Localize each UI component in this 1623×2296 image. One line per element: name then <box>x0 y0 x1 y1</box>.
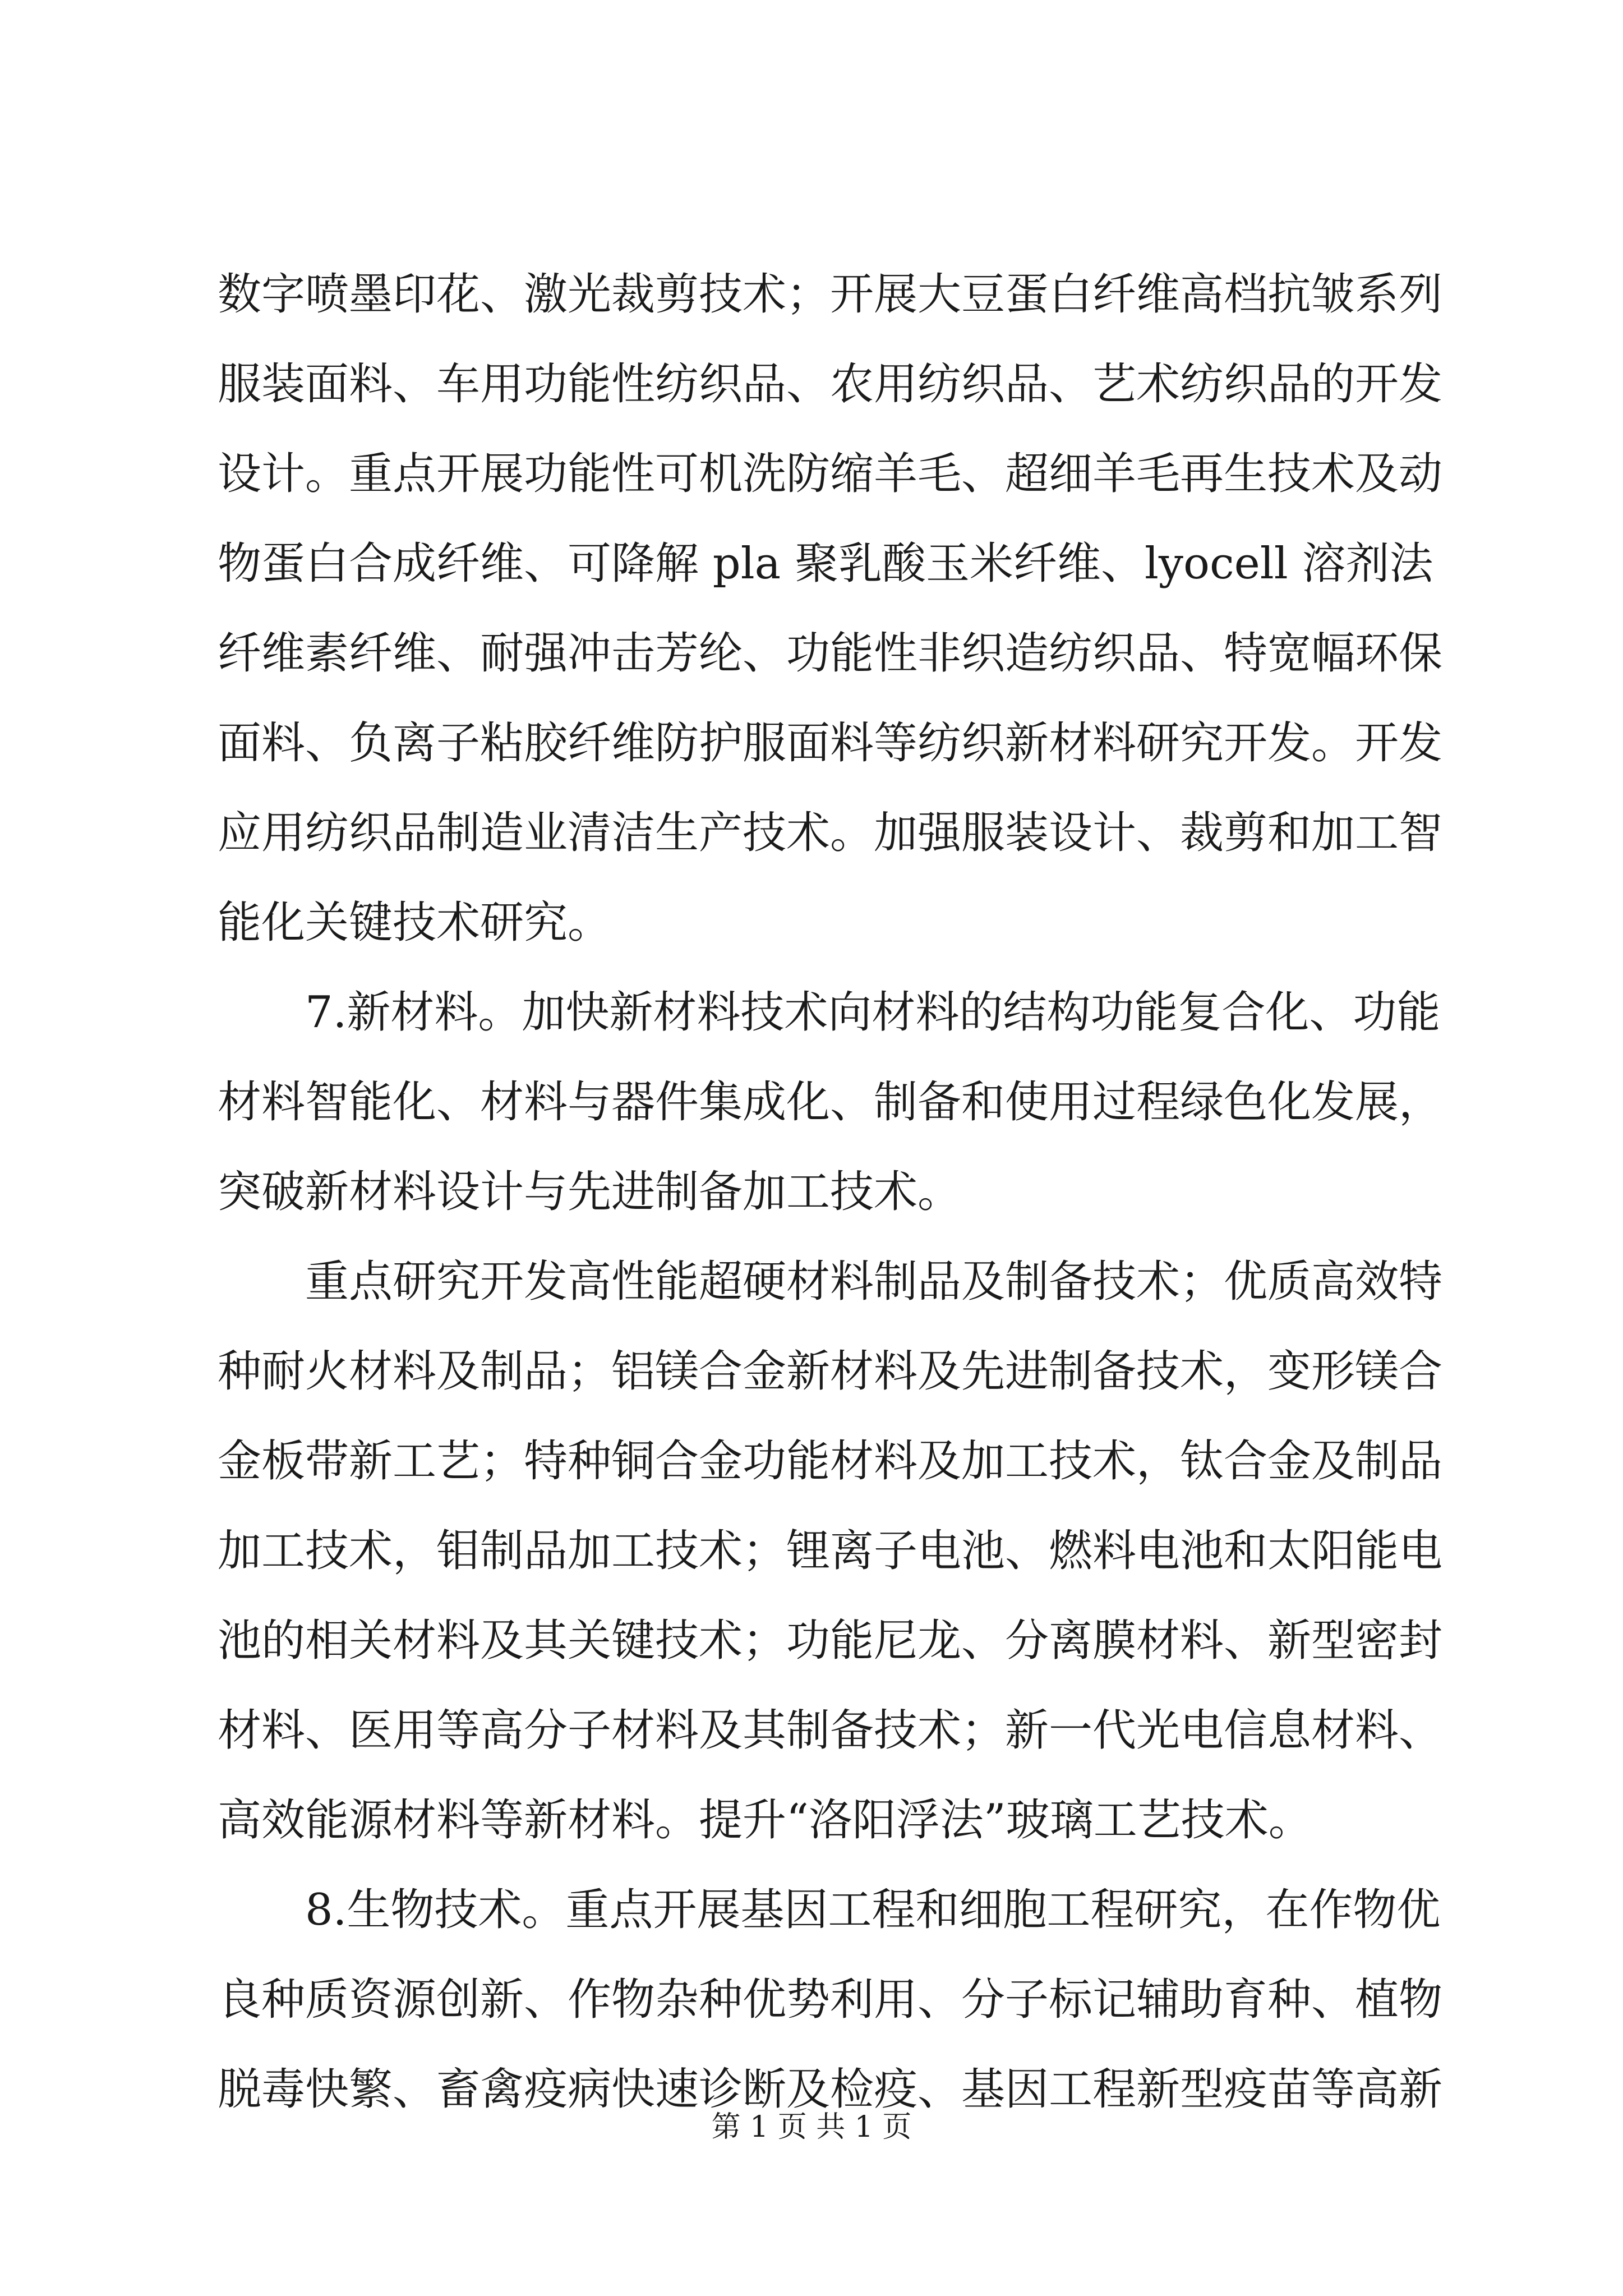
text-line: 脱毒快繁、畜禽疫病快速诊断及检疫、基因工程新型疫苗等高新 <box>218 2064 1443 2115</box>
text-line: 材料、医用等高分子材料及其制备技术；新一代光电信息材料、 <box>218 1705 1443 1756</box>
text-line: 能化关键技术研究。 <box>218 898 612 948</box>
text-line: 面料、负离子粘胶纤维防护服面料等纺织新材料研究开发。开发 <box>218 718 1443 769</box>
text-line: 物蛋白合成纤维、可降解 pla 聚乳酸玉米纤维、lyocell 溶剂法 <box>218 539 1433 589</box>
text-line: 应用纺织品制造业清洁生产技术。加强服装设计、裁剪和加工智 <box>218 808 1443 858</box>
paragraph-start-line: 重点研究开发高性能超硬材料制品及制备技术；优质高效特 <box>305 1257 1443 1307</box>
text-line: 良种质资源创新、作物杂种优势利用、分子标记辅助育种、植物 <box>218 1975 1443 2025</box>
text-line: 服装面料、车用功能性纺织品、农用纺织品、艺术纺织品的开发 <box>218 359 1443 409</box>
page-footer <box>0 2105 1623 2150</box>
text-line: 材料智能化、材料与器件集成化、制备和使用过程绿色化发展， <box>218 1077 1443 1128</box>
page-number-label: 第 1 页 共 1 页 <box>711 2110 912 2144</box>
text-line: 池的相关材料及其关键技术；功能尼龙、分离膜材料、新型密封 <box>218 1616 1443 1666</box>
text-line: 种耐火材料及制品；铝镁合金新材料及先进制备技术，变形镁合 <box>218 1346 1443 1397</box>
paragraph-start-line: 7.新材料。加快新材料技术向材料的结构功能复合化、功能 <box>305 987 1441 1038</box>
text-line: 高效能源材料等新材料。提升“洛阳浮法”玻璃工艺技术。 <box>218 1795 1312 1846</box>
text-line: 设计。重点开展功能性可机洗防缩羊毛、超细羊毛再生技术及动 <box>218 449 1443 499</box>
paragraph-start-line: 8.生物技术。重点开展基因工程和细胞工程研究，在作物优 <box>305 1885 1441 1935</box>
body-text <box>218 250 1443 2134</box>
text-line: 金板带新工艺；特种铜合金功能材料及加工技术，钛合金及制品 <box>218 1436 1443 1487</box>
text-line: 纤维素纤维、耐强冲击芳纶、功能性非织造纺织品、特宽幅环保 <box>218 628 1443 679</box>
text-line: 突破新材料设计与先进制备加工技术。 <box>218 1167 962 1217</box>
text-line: 数字喷墨印花、激光裁剪技术；开展大豆蛋白纤维高档抗皱系列 <box>218 269 1443 320</box>
text-line: 加工技术，钼制品加工技术；锂离子电池、燃料电池和太阳能电 <box>218 1526 1443 1576</box>
